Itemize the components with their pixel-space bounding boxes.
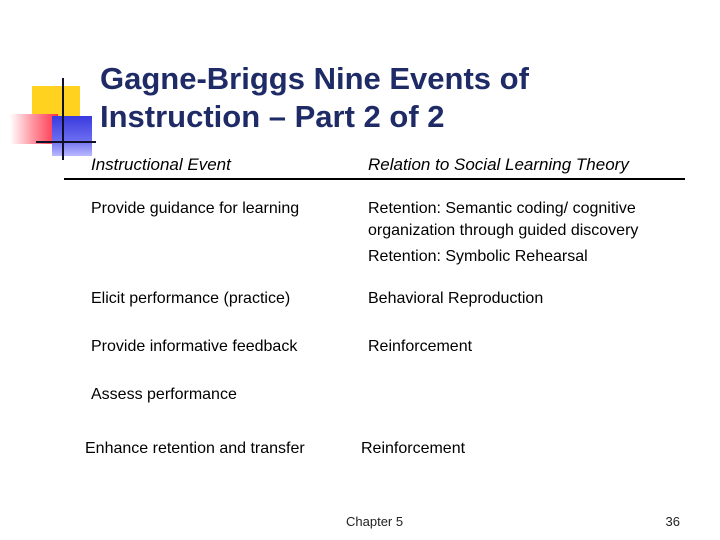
relation-cell-feedback: Reinforcement bbox=[368, 338, 473, 355]
column-header-event: Instructional Event bbox=[91, 155, 231, 174]
decor-horizontal-line bbox=[36, 141, 96, 143]
decor-red-gradient-bar bbox=[10, 114, 58, 144]
footer-page-number: 36 bbox=[665, 514, 680, 529]
event-cell-guidance: Provide guidance for learning bbox=[91, 200, 300, 217]
event-cell-elicit: Elicit performance (practice) bbox=[91, 290, 291, 307]
event-cell-assess: Assess performance bbox=[91, 386, 237, 403]
event-cell-feedback: Provide informative feedback bbox=[91, 338, 298, 355]
footer-chapter: Chapter 5 bbox=[346, 514, 404, 529]
decor-blue-square bbox=[52, 116, 92, 156]
relation-cell-guidance-line-1: Retention: Semantic coding/ cognitive bbox=[368, 200, 636, 217]
decor-vertical-line bbox=[62, 78, 64, 160]
relation-cell-guidance-line-3: Retention: Symbolic Rehearsal bbox=[368, 248, 588, 265]
slide-title-line-1: Gagne-Briggs Nine Events of bbox=[100, 61, 529, 96]
event-cell-enhance: Enhance retention and transfer bbox=[85, 440, 305, 457]
slide-title bbox=[100, 60, 529, 136]
slide-title-line-2: Instruction – Part 2 of 2 bbox=[100, 99, 445, 134]
relation-cell-guidance-line-2: organization through guided discovery bbox=[368, 222, 639, 239]
column-header-relation: Relation to Social Learning Theory bbox=[368, 155, 629, 174]
relation-cell-elicit: Behavioral Reproduction bbox=[368, 290, 544, 307]
relation-cell-enhance: Reinforcement bbox=[361, 440, 466, 457]
header-divider bbox=[64, 178, 685, 180]
